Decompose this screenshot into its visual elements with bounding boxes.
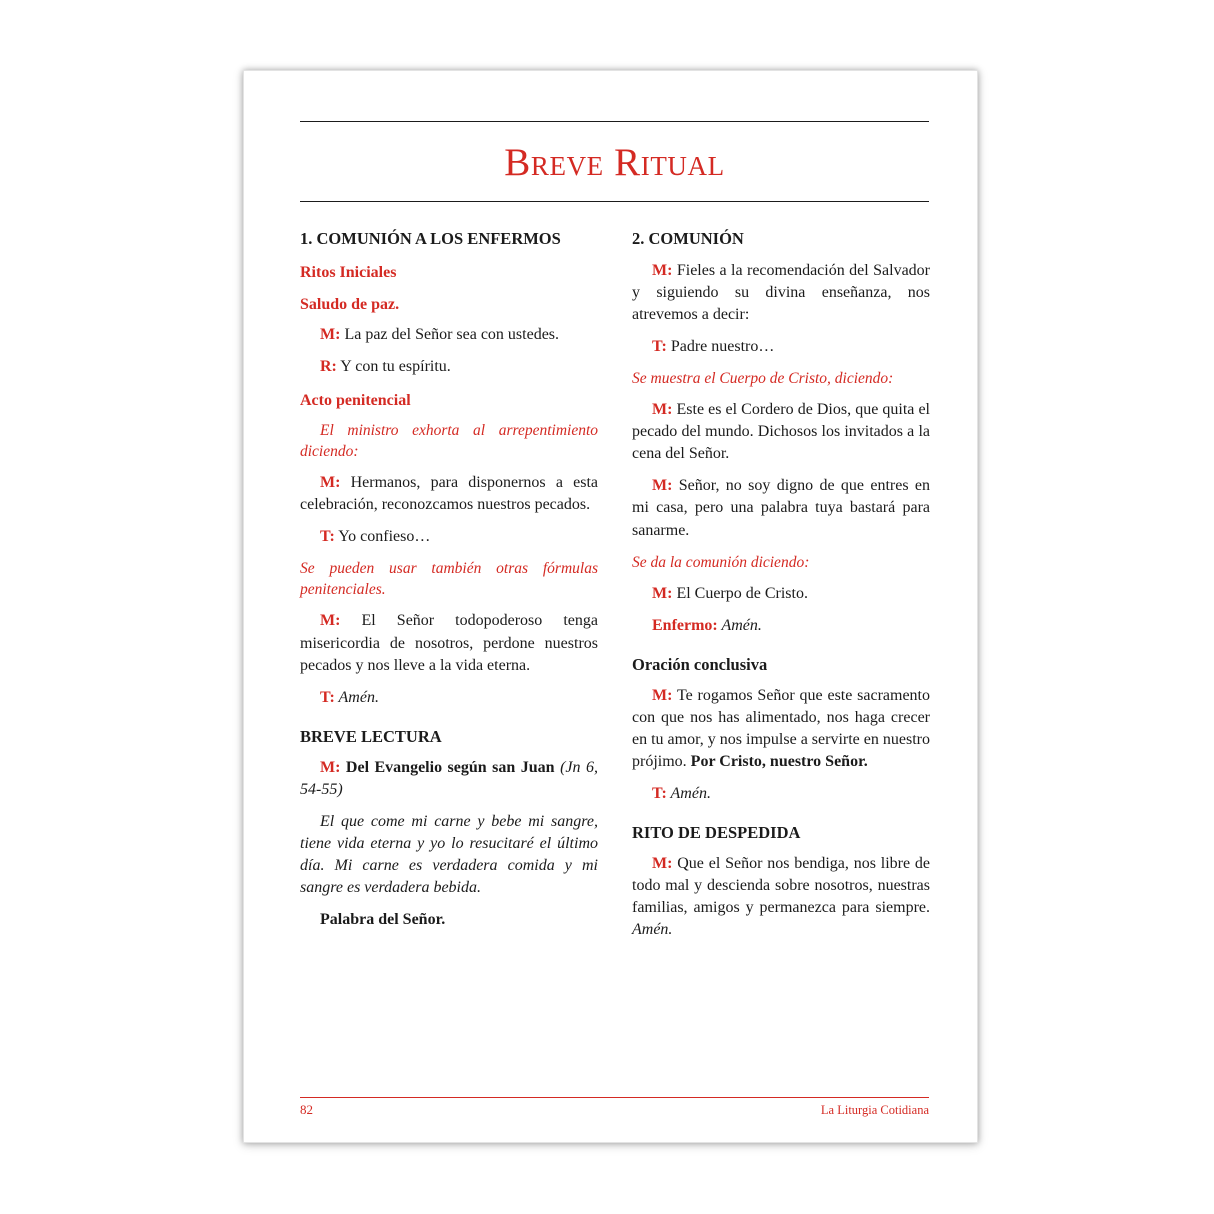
subheading-ritos-iniciales: Ritos Iniciales	[300, 263, 397, 281]
speaker-label: M:	[320, 325, 341, 343]
right-column	[632, 228, 930, 1088]
rubric-otras-formulas: Se pueden usar también otras fórmulas penitenciales.	[300, 560, 598, 599]
line-te-rogamos-senor	[632, 685, 930, 773]
line-text-amen: Amén.	[632, 921, 673, 939]
left-column	[300, 228, 598, 1088]
speaker-label: T:	[652, 785, 667, 803]
heading-breve-lectura: BREVE LECTURA	[300, 726, 442, 746]
subheading-saludo-de-paz: Saludo de paz.	[300, 295, 400, 313]
line-enfermo-amen	[632, 615, 930, 637]
line-text: Que el Señor nos bendiga, nos libre de todo mal y descienda sobre nosotros, nuestras familias, amigos y permanezca para siempre.	[632, 855, 930, 917]
line-amen-penitencial	[300, 687, 598, 709]
line-amen-conclusiva	[632, 783, 930, 805]
scripture-text: El que come mi carne y bebe mi sangre, tiene vida eterna y yo lo resucitaré el último día. Mi carne es verdadera comida y mi sangre es verdadera bebida.	[300, 812, 598, 897]
line-text: Hermanos, para disponernos a esta celebración, reconozcamos nuestros pecados.	[300, 474, 598, 514]
scripture-reference: (Jn 6, 54-55)	[300, 758, 598, 798]
line-paz-del-senor	[300, 324, 598, 346]
title-rule-top	[300, 121, 929, 122]
line-text: El Señor todopoderoso tenga misericordia de nosotros, perdone nuestros pecados y nos lleve a la vida eterna.	[300, 612, 598, 674]
page-footer	[300, 1097, 929, 1118]
line-text: Del Evangelio según san Juan	[340, 758, 555, 776]
section-heading-comunion-enfermos: 1. COMUNIÓN A LOS ENFERMOS	[300, 229, 561, 248]
section-heading-comunion: 2. COMUNIÓN	[632, 229, 744, 248]
line-text: Amén.	[717, 616, 762, 634]
speaker-label: R:	[320, 357, 337, 375]
speaker-label: M:	[320, 612, 341, 630]
line-palabra-del-senor: Palabra del Señor.	[320, 911, 446, 929]
speaker-label: M:	[652, 477, 673, 495]
line-hermanos-disponernos	[300, 472, 598, 516]
line-del-evangelio	[300, 757, 598, 801]
line-text-bold: Por Cristo, nuestro Señor.	[690, 753, 868, 771]
speaker-label: M:	[652, 855, 673, 873]
subheading-acto-penitencial: Acto penitencial	[300, 391, 411, 409]
line-yo-confieso	[300, 526, 598, 548]
line-text: La paz del Señor sea con ustedes.	[340, 325, 560, 343]
speaker-label: M:	[320, 474, 341, 492]
line-text: Padre nuestro…	[666, 338, 775, 355]
line-cuerpo-de-cristo	[632, 583, 930, 605]
speaker-label: T:	[320, 688, 335, 706]
speaker-label: M:	[652, 686, 673, 704]
speaker-label: T:	[320, 528, 335, 546]
page-title: Breve Ritual	[504, 141, 725, 184]
line-text: Fieles a la recomendación del Salvador y siguiendo su divina enseñanza, nos atrevemos a decir:	[632, 261, 930, 323]
line-text: Te rogamos Señor que este sacramento con que nos has alimentado, nos haga crecer en tu amor, y nos impulse a servirte en nuestro prójimo.	[632, 686, 930, 771]
heading-rito-de-despedida: RITO DE DESPEDIDA	[632, 823, 801, 843]
line-fieles-recomendacion	[632, 260, 930, 326]
title-block	[300, 121, 929, 202]
line-text: Este es el Cordero de Dios, que quita el pecado del mundo. Dichosos los invitados a la cena del Señor.	[632, 401, 930, 463]
page-number: 82	[300, 1102, 313, 1117]
line-text: El Cuerpo de Cristo.	[672, 584, 808, 602]
title-rule-bottom	[300, 201, 929, 202]
two-column-body	[300, 228, 929, 1088]
rubric-se-da-la-comunion: Se da la comunión diciendo:	[632, 553, 810, 571]
speaker-label: M:	[652, 261, 673, 279]
speaker-label: T:	[652, 338, 667, 355]
footer-book-title: La Liturgia Cotidiana	[820, 1103, 929, 1117]
line-senor-no-soy-digno	[632, 475, 930, 541]
line-text: Y con tu espíritu.	[336, 357, 451, 375]
line-text: Amén.	[666, 785, 711, 803]
document-page	[243, 70, 978, 1143]
line-senor-todopoderoso	[300, 610, 598, 676]
line-padre-nuestro	[632, 336, 930, 358]
speaker-label: M:	[320, 758, 341, 776]
footer-rule	[300, 1097, 929, 1098]
rubric-ministro-exhorta: El ministro exhorta al arrepentimiento diciendo:	[300, 421, 598, 460]
line-bendicion-final	[632, 853, 930, 941]
line-y-con-tu-espiritu	[300, 356, 598, 378]
speaker-label: Enfermo:	[652, 616, 718, 634]
line-text: Señor, no soy digno de que entres en mi casa, pero una palabra tuya bastará para sanarme.	[632, 477, 930, 539]
speaker-label: M:	[652, 401, 673, 419]
line-cordero-de-dios	[632, 399, 930, 465]
line-text: Yo confieso…	[334, 528, 431, 546]
rubric-se-muestra-cuerpo: Se muestra el Cuerpo de Cristo, diciendo:	[632, 370, 894, 388]
line-text: Amén.	[334, 688, 379, 706]
speaker-label: M:	[652, 584, 673, 602]
heading-oracion-conclusiva: Oración conclusiva	[632, 654, 768, 674]
